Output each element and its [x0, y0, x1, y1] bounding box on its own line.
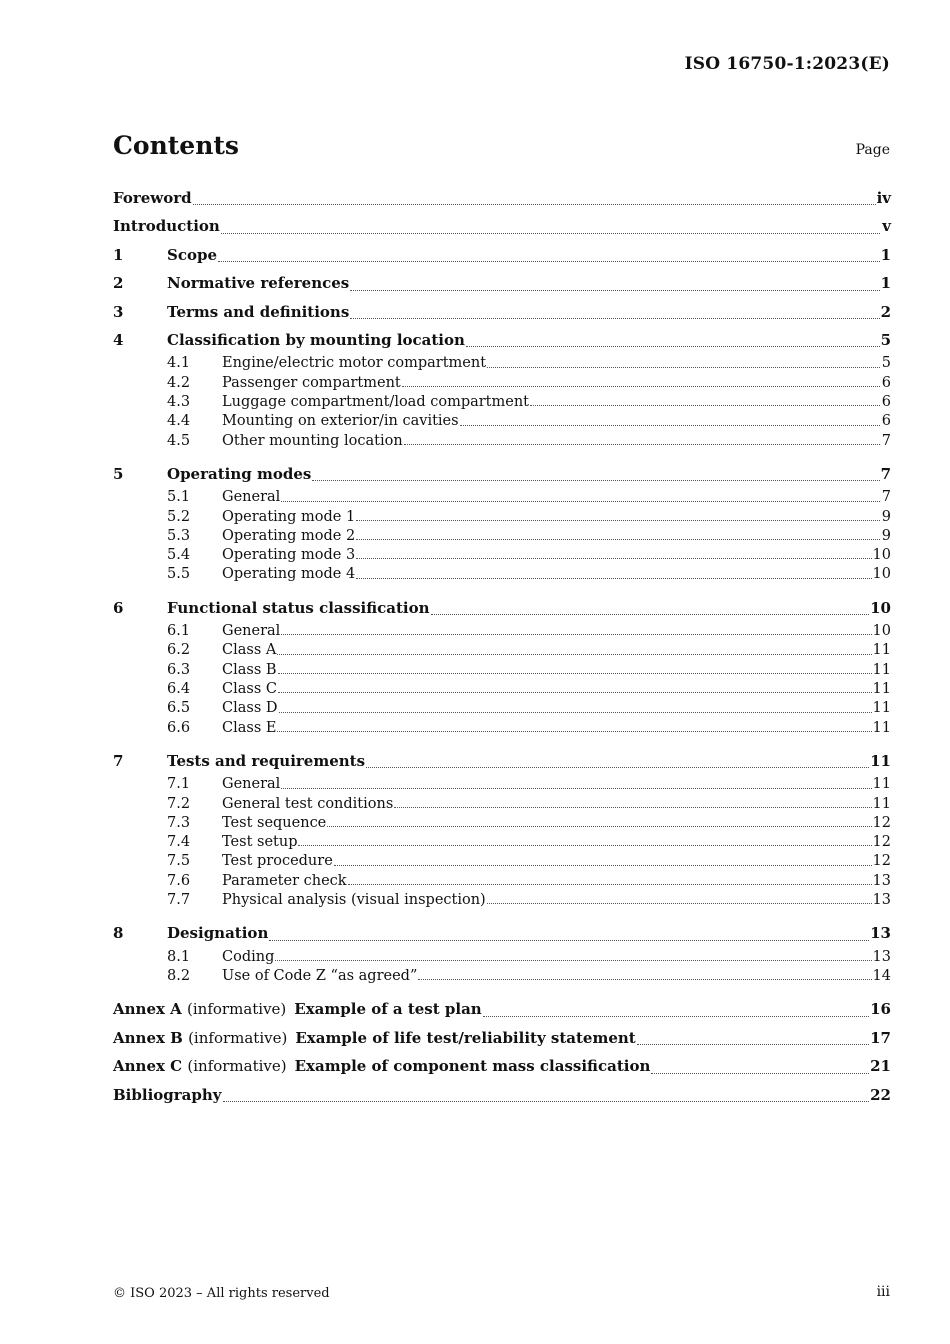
toc-subclause-number: 6.3 [167, 661, 191, 678]
toc-subclause-page: 12 [872, 834, 891, 851]
toc-subclause[interactable] [113, 891, 891, 910]
annex-type: (informative) [187, 1000, 287, 1019]
toc-subclause-number: 4.5 [167, 432, 191, 449]
toc-subclause-page: 11 [872, 661, 891, 678]
dot-leader [651, 1072, 869, 1074]
toc-subclause[interactable] [113, 852, 891, 871]
toc-annex-page: 21 [870, 1057, 891, 1076]
toc-subclause[interactable] [113, 374, 891, 393]
toc-subclause-title[interactable]: Class C [222, 680, 277, 697]
toc-subclause[interactable] [113, 527, 891, 546]
toc-subclause-number: 7.5 [167, 853, 191, 870]
dot-leader [218, 260, 880, 262]
toc-clause-page: 10 [870, 598, 891, 617]
toc-subclause[interactable] [113, 508, 891, 527]
toc-entry-title[interactable]: Bibliography [113, 1085, 222, 1104]
dot-leader [350, 317, 879, 319]
toc-clause-title[interactable]: Terms and definitions [167, 302, 350, 321]
toc-clause-page: 13 [870, 924, 891, 943]
toc-subclause[interactable] [113, 354, 891, 373]
toc-clause[interactable] [113, 747, 891, 775]
dot-leader [223, 1100, 870, 1102]
toc-subclause-page: 11 [872, 795, 891, 812]
toc-subclause-page: 13 [872, 892, 891, 909]
toc-subclause-title[interactable]: Operating mode 1 [222, 508, 356, 525]
dot-leader [530, 404, 880, 406]
annex-type: (informative) [187, 1057, 287, 1076]
toc-subclause-page: 12 [872, 853, 891, 870]
dot-leader [483, 1015, 869, 1017]
toc-annex-page: 16 [870, 1000, 891, 1019]
toc-entry-page: v [882, 217, 891, 236]
page-column-label: Page [855, 142, 890, 158]
toc-subclause-number: 7.6 [167, 872, 191, 889]
toc-subclause-title[interactable]: Passenger compartment [222, 374, 401, 391]
toc-subclause-page: 11 [872, 719, 891, 736]
toc-subclause-page: 11 [872, 700, 891, 717]
toc-clause-title[interactable]: Functional status classification [167, 598, 430, 617]
toc-subclause-number: 4.4 [167, 413, 191, 430]
toc-subclause-page: 9 [881, 527, 891, 544]
toc-subclause[interactable] [113, 967, 891, 986]
toc-subclause[interactable] [113, 546, 891, 565]
toc-subclause-page: 6 [881, 413, 891, 430]
toc-subclause-title[interactable]: General [222, 623, 281, 640]
dot-leader [356, 538, 880, 540]
toc-subclause[interactable] [113, 699, 891, 718]
toc-subclause-number: 6.6 [167, 719, 191, 736]
dot-leader [466, 345, 880, 347]
toc-clause-page: 11 [870, 751, 891, 770]
toc-annex-heading[interactable] [113, 995, 482, 1023]
toc-subclause-page: 11 [872, 776, 891, 793]
toc-subclause[interactable] [113, 719, 891, 738]
toc-clause[interactable] [113, 594, 891, 622]
toc-subclause-page: 10 [872, 547, 891, 564]
dot-leader [418, 978, 871, 980]
dot-leader [281, 500, 880, 502]
toc-clause-title[interactable]: Normative references [167, 274, 350, 293]
toc-clause[interactable] [113, 241, 891, 269]
copyright-notice: © ISO 2023 – All rights reserved [113, 1286, 330, 1301]
toc-entry-title[interactable]: Introduction [113, 217, 220, 236]
toc-subclause-number: 7.2 [167, 795, 191, 812]
toc-subclause-page: 11 [872, 642, 891, 659]
toc-clause-title[interactable]: Designation [167, 924, 269, 943]
annex-title[interactable]: Example of life test/reliability statement [295, 1028, 636, 1047]
dot-leader [460, 424, 880, 426]
toc-subclause-title[interactable]: Operating mode 3 [222, 547, 356, 564]
toc-subclause-number: 7.3 [167, 814, 191, 831]
dot-leader [394, 806, 871, 808]
toc-subclause-number: 6.5 [167, 700, 191, 717]
annex-type: (informative) [188, 1028, 288, 1047]
toc-clause-page: 2 [880, 302, 891, 321]
toc-subclause-title[interactable]: Class B [222, 661, 277, 678]
annex-title[interactable]: Example of a test plan [294, 1000, 482, 1019]
toc-subclause-page: 10 [872, 623, 891, 640]
toc-subclause-page: 12 [872, 814, 891, 831]
dot-leader [404, 443, 880, 445]
toc-annex[interactable] [113, 1052, 891, 1080]
dot-leader [402, 385, 880, 387]
toc-subclause-number: 5.3 [167, 527, 191, 544]
toc-annex-heading[interactable] [113, 1024, 636, 1052]
toc-subclause-page: 13 [872, 948, 891, 965]
toc-entry-page: 22 [870, 1085, 891, 1104]
dot-leader [277, 653, 871, 655]
toc-clause-title[interactable]: Classification by mounting location [167, 330, 465, 349]
toc-subclause[interactable] [113, 948, 891, 967]
toc-clause-title[interactable]: Operating modes [167, 464, 312, 483]
toc-subclause-title[interactable]: General test conditions [222, 795, 394, 812]
toc-subclause[interactable] [113, 661, 891, 680]
toc-subclause-number: 4.2 [167, 374, 191, 391]
dot-leader [281, 633, 871, 635]
dot-leader [431, 613, 870, 615]
toc-subclause-number: 5.4 [167, 547, 191, 564]
toc-subclause-title[interactable]: Luggage compartment/load compartment [222, 393, 529, 410]
dot-leader [356, 519, 880, 521]
toc-subclause-number: 5.2 [167, 508, 191, 525]
toc-subclause[interactable] [113, 775, 891, 794]
toc-subclause-number: 4.1 [167, 355, 191, 372]
toc-subclause-title[interactable]: Other mounting location [222, 432, 403, 449]
toc-clause[interactable] [113, 326, 891, 354]
page-number: iii [876, 1284, 890, 1300]
toc-subclause-page: 14 [872, 968, 891, 985]
toc-subclause-number: 4.3 [167, 393, 191, 410]
annex-title[interactable]: Example of component mass classification [294, 1057, 651, 1076]
toc-subclause-number: 7.1 [167, 776, 191, 793]
toc-subclause-title[interactable]: Class A [222, 642, 277, 659]
toc-subclause-title[interactable]: Parameter check [222, 872, 347, 889]
toc-subclause-page: 10 [872, 566, 891, 583]
toc-subclause-number: 5.5 [167, 566, 191, 583]
toc-clause-number: 6 [113, 598, 124, 617]
toc-subclause-number: 6.4 [167, 680, 191, 697]
dot-leader [350, 289, 879, 291]
toc-subclause-page: 13 [872, 872, 891, 889]
toc-subclause-page: 7 [881, 489, 891, 506]
toc-subclause-title[interactable]: Test sequence [222, 814, 327, 831]
toc-subclause-number: 7.4 [167, 834, 191, 851]
toc-subclause-title[interactable]: Test setup [222, 834, 298, 851]
toc-subclause[interactable] [113, 488, 891, 507]
toc-clause-number: 2 [113, 274, 124, 293]
toc-clause[interactable] [113, 919, 891, 947]
toc-subclause[interactable] [113, 412, 891, 431]
dot-leader [334, 864, 872, 866]
toc-subclause-page: 7 [881, 432, 891, 449]
toc-subclause-page: 11 [872, 680, 891, 697]
toc-annex[interactable] [113, 1024, 891, 1052]
toc-annex[interactable] [113, 995, 891, 1023]
toc-subclause-title[interactable]: General [222, 776, 281, 793]
dot-leader [281, 787, 871, 789]
toc-annex-page: 17 [870, 1028, 891, 1047]
dot-leader [327, 825, 871, 827]
toc-clause-title[interactable]: Scope [167, 245, 218, 264]
toc-clause-number: 7 [113, 751, 124, 770]
toc-subclause-page: 5 [881, 355, 891, 372]
toc-subclause[interactable] [113, 872, 891, 891]
dot-leader [356, 557, 871, 559]
toc-subclause[interactable] [113, 641, 891, 660]
toc-subclause-title[interactable]: Operating mode 4 [222, 566, 356, 583]
toc-subclause-title[interactable]: Engine/electric motor compartment [222, 355, 487, 372]
toc-clause-number: 1 [113, 245, 124, 264]
dot-leader [279, 711, 872, 713]
toc-entry[interactable] [113, 184, 891, 212]
dot-leader [356, 577, 871, 579]
toc-entry-title[interactable]: Foreword [113, 189, 192, 207]
toc-subclause-number: 5.1 [167, 489, 191, 506]
toc-clause-number: 3 [113, 302, 124, 321]
toc-entry-page: iv [876, 189, 891, 207]
annex-label: Annex C [113, 1057, 183, 1076]
toc-subclause-number: 6.2 [167, 642, 191, 659]
table-of-contents [113, 184, 891, 1109]
toc-subclause[interactable] [113, 393, 891, 412]
toc-clause[interactable] [113, 460, 891, 488]
toc-clause-number: 8 [113, 924, 124, 943]
dot-leader [275, 959, 871, 961]
toc-subclause-number: 8.2 [167, 968, 191, 985]
toc-subclause-title[interactable]: Class E [222, 719, 277, 736]
dot-leader [221, 232, 880, 234]
dot-leader [637, 1043, 869, 1045]
dot-leader [298, 844, 871, 846]
toc-subclause-title[interactable]: Physical analysis (visual inspection) [222, 892, 486, 909]
toc-subclause[interactable] [113, 622, 891, 641]
annex-label: Annex A [113, 1000, 182, 1019]
dot-leader [487, 366, 880, 368]
dot-leader [193, 203, 876, 205]
toc-subclause-page: 6 [881, 374, 891, 391]
toc-subclause-title[interactable]: General [222, 489, 281, 506]
toc-subclause-title[interactable]: Coding [222, 948, 275, 965]
dot-leader [269, 939, 869, 941]
toc-clause-page: 7 [880, 464, 891, 483]
toc-clause[interactable] [113, 269, 891, 297]
dot-leader [348, 883, 872, 885]
toc-subclause-title[interactable]: Class D [222, 700, 278, 717]
dot-leader [487, 902, 872, 904]
contents-heading: Contents [113, 131, 240, 160]
toc-subclause[interactable] [113, 795, 891, 814]
toc-clause-page: 1 [880, 245, 891, 264]
toc-subclause-number: 8.1 [167, 948, 191, 965]
toc-entry[interactable] [113, 1081, 891, 1109]
dot-leader [278, 672, 872, 674]
toc-subclause-page: 9 [881, 508, 891, 525]
toc-subclause-number: 7.7 [167, 892, 191, 909]
toc-subclause-page: 6 [881, 393, 891, 410]
toc-subclause[interactable] [113, 680, 891, 699]
toc-subclause-number: 6.1 [167, 623, 191, 640]
toc-subclause-title[interactable]: Mounting on exterior/in cavities [222, 413, 459, 430]
toc-subclause-title[interactable]: Use of Code Z “as agreed” [222, 968, 418, 985]
toc-annex-heading[interactable] [113, 1052, 650, 1080]
toc-clause-number: 4 [113, 330, 124, 349]
toc-entry[interactable] [113, 212, 891, 240]
toc-clause-number: 5 [113, 464, 124, 483]
toc-clause-title[interactable]: Tests and requirements [167, 751, 366, 770]
dot-leader [312, 479, 879, 481]
dot-leader [278, 691, 872, 693]
dot-leader [277, 730, 871, 732]
toc-clause-page: 5 [880, 330, 891, 349]
toc-subclause-title[interactable]: Operating mode 2 [222, 527, 356, 544]
annex-label: Annex B [113, 1028, 183, 1047]
toc-subclause[interactable] [113, 565, 891, 584]
toc-subclause[interactable] [113, 833, 891, 852]
toc-subclause[interactable] [113, 432, 891, 451]
toc-clause-page: 1 [880, 274, 891, 293]
dot-leader [366, 766, 869, 768]
toc-subclause-title[interactable]: Test procedure [222, 853, 333, 870]
toc-clause[interactable] [113, 298, 891, 326]
toc-subclause[interactable] [113, 814, 891, 833]
document-id: ISO 16750-1:2023(E) [684, 54, 890, 74]
